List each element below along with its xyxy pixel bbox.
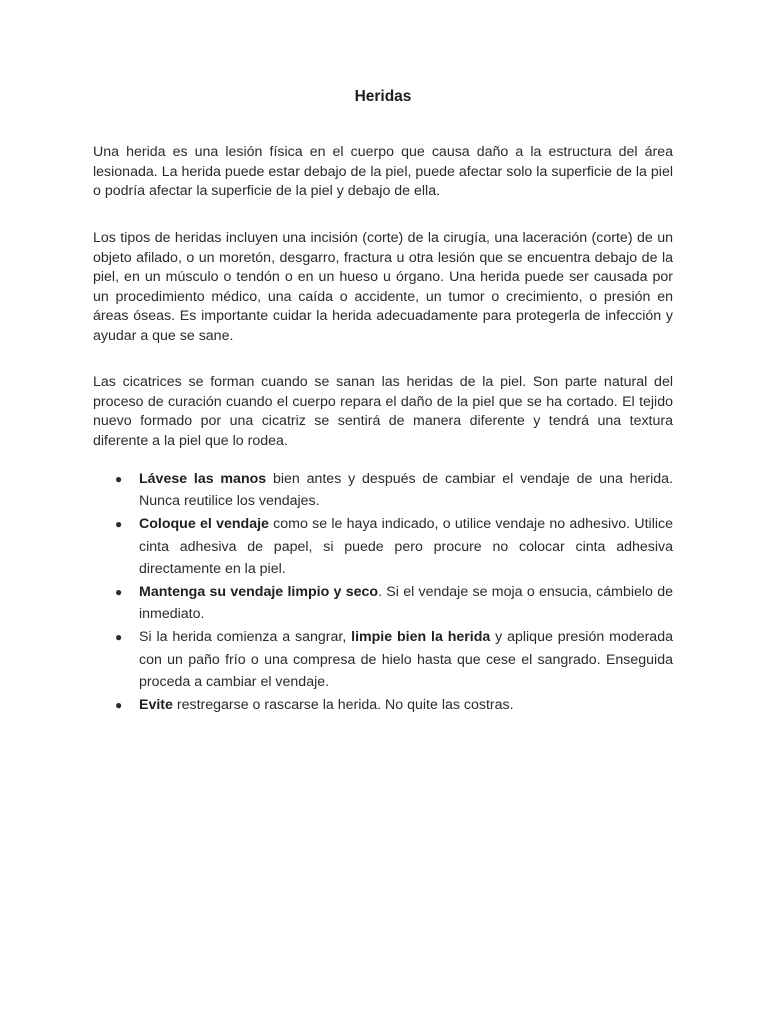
- bullet-text-bold: limpie bien la herida: [351, 629, 491, 646]
- paragraph-types: Los tipos de heridas incluyen una incisión (corte) de la cirugía, una laceración (corte) de un objeto afilado, o un moretón, desgarro, fractura u otra lesión que se encuentra debajo de la piel, en un músculo o tendón o en un hueso u órgano. Una herida puede ser causada por un procedimiento médico, una caída o accidente, un tumor o crecimiento, o presión en áreas óseas. Es importante cuidar la herida adecuadamente para protegerla de infección y ayudar a que se sane.: [93, 230, 673, 344]
- bullet-icon: ●: [115, 517, 123, 532]
- bullet-text-bold: Lávese las manos: [139, 471, 267, 487]
- list-item: [93, 694, 673, 716]
- care-instructions-list: [93, 468, 673, 717]
- paragraph-scars: Las cicatrices se forman cuando se sanan las heridas de la piel. Son parte natural del proceso de curación cuando el cuerpo repara el daño de la piel que se ha cortado. El tejido nuevo formado por una cicatriz se sentirá de manera diferente y tendrá una textura diferente a la piel que lo rodea.: [93, 374, 673, 449]
- bullet-text-bold: Evite: [139, 697, 173, 714]
- document-title: Heridas: [354, 88, 412, 105]
- paragraph-definition: Una herida es una lesión física en el cuerpo que causa daño a la estructura del área lesionada. La herida puede estar debajo de la piel, puede afectar solo la superficie de la piel o podría afectar la superficie de la piel y debajo de ella.: [93, 144, 673, 200]
- bullet-icon: ●: [115, 630, 123, 645]
- list-item: [93, 626, 673, 693]
- list-item: [93, 581, 673, 626]
- bullet-icon: ●: [115, 698, 123, 713]
- list-item: [93, 513, 673, 580]
- bullet-icon: ●: [115, 472, 123, 486]
- bullet-icon: ●: [115, 585, 123, 600]
- bullet-text-pre: Si la herida comienza a sangrar,: [139, 629, 352, 646]
- bullet-text-post: bien antes y después de cambiar el vendaje de una herida. Nunca reutilice los vendajes.: [139, 471, 674, 510]
- bullet-text-post: restregarse o rascarse la herida. No quite las costras.: [172, 697, 514, 714]
- bullet-text-post: como se le haya indicado, o utilice vendaje no adhesivo. Utilice cinta adhesiva de papel, si puede pero procure no colocar cinta adhesiva directamente en la piel.: [139, 516, 673, 578]
- bullet-text-post: . Si el vendaje se moja o ensucia, cámbielo de inmediato.: [139, 584, 673, 623]
- bullet-text-bold: Mantenga su vendaje limpio y seco: [139, 584, 379, 601]
- bullet-text-post: y aplique presión moderada con un paño frío o una compresa de hielo hasta que cese el sangrado. Enseguida proceda a cambiar el vendaje.: [139, 629, 673, 691]
- bullet-text-bold: Coloque el vendaje: [139, 516, 269, 533]
- list-item: [93, 468, 673, 513]
